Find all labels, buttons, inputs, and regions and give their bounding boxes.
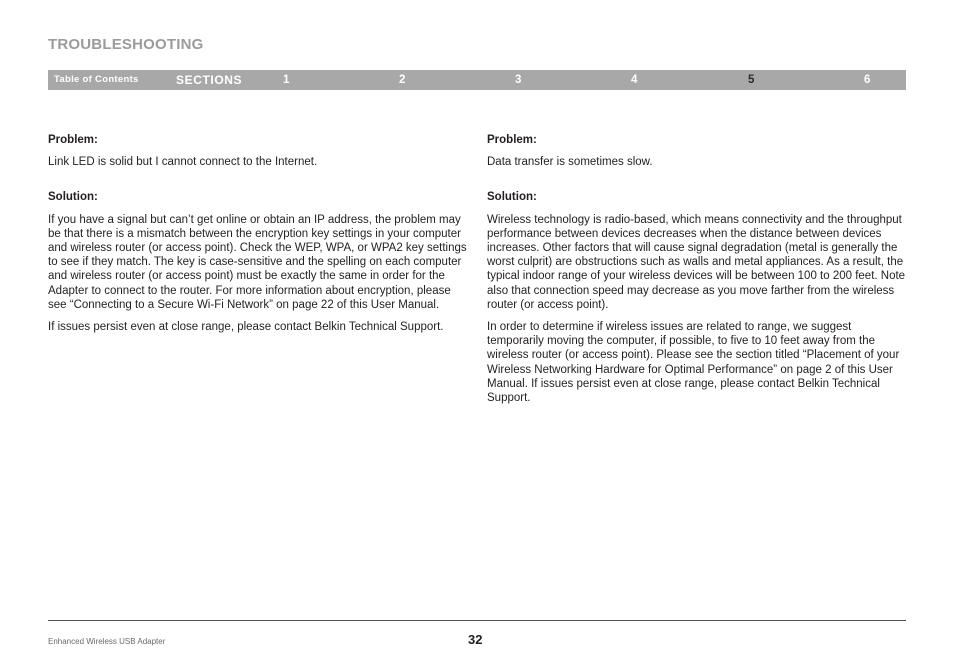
- problem-text: Link LED is solid but I cannot connect to the Internet.: [48, 156, 318, 169]
- footer-product-name: Enhanced Wireless USB Adapter: [48, 637, 166, 646]
- section-link-2[interactable]: 2: [399, 74, 406, 86]
- right-column: [487, 133, 906, 413]
- footer-divider: [48, 620, 906, 621]
- left-column: [48, 133, 468, 342]
- solution-heading: Solution:: [48, 191, 98, 204]
- solution-paragraph: Wireless technology is radio-based, which means connectivity and the throughput performance between devices decreases when the distance between devices increases. Other factors that will cause signal degradation (metal is generally the worst culprit) are obstructions such as walls and metal appliances. As a result, the typical indoor range of your wireless devices will be between 100 to 200 feet. Note also that connection speed may decrease as you move farther from the wireless router (or access point).: [487, 213, 906, 311]
- problem-heading: Problem:: [487, 134, 537, 146]
- solution-paragraph: In order to determine if wireless issues are related to range, we suggest temporarily moving the computer, if possible, to five to 10 feet away from the wireless router (or access point). Please see the section titled “Placement of your Wireless Networking Hardware for Optimal Performance” on page 2 of this User Manual. If issues persist even at close range, please contact Belkin Technical Support.: [487, 321, 900, 405]
- solution-paragraph: If issues persist even at close range, please contact Belkin Technical Support.: [48, 321, 444, 334]
- solution-heading: Solution:: [487, 191, 537, 204]
- section-link-5[interactable]: 5: [748, 74, 755, 86]
- section-nav-bar: [48, 70, 906, 90]
- page-title: TROUBLESHOOTING: [48, 36, 204, 53]
- section-link-6[interactable]: 6: [864, 74, 871, 86]
- table-of-contents-link[interactable]: Table of Contents: [54, 74, 139, 85]
- page-number: 32: [468, 632, 483, 647]
- sections-label: SECTIONS: [176, 73, 243, 87]
- solution-paragraph: If you have a signal but can’t get online or obtain an IP address, the problem may be that there is a mismatch between the encryption key settings in your computer and wireless router (or access point). Check the WEP, WPA, or WPA2 key settings to see if they match. The key is case-sensitive and the spelling on each computer and wireless router (or access point) must be exactly the same in order for the Adapter to connect to the router. For more information about encryption, please see “Connecting to a Secure Wi-Fi Network” on page 22 of this User Manual.: [48, 213, 467, 311]
- section-link-4[interactable]: 4: [631, 74, 638, 86]
- section-link-3[interactable]: 3: [515, 74, 522, 86]
- problem-text: Data transfer is sometimes slow.: [487, 156, 653, 169]
- problem-heading: Problem:: [48, 134, 98, 146]
- section-link-1[interactable]: 1: [283, 74, 290, 86]
